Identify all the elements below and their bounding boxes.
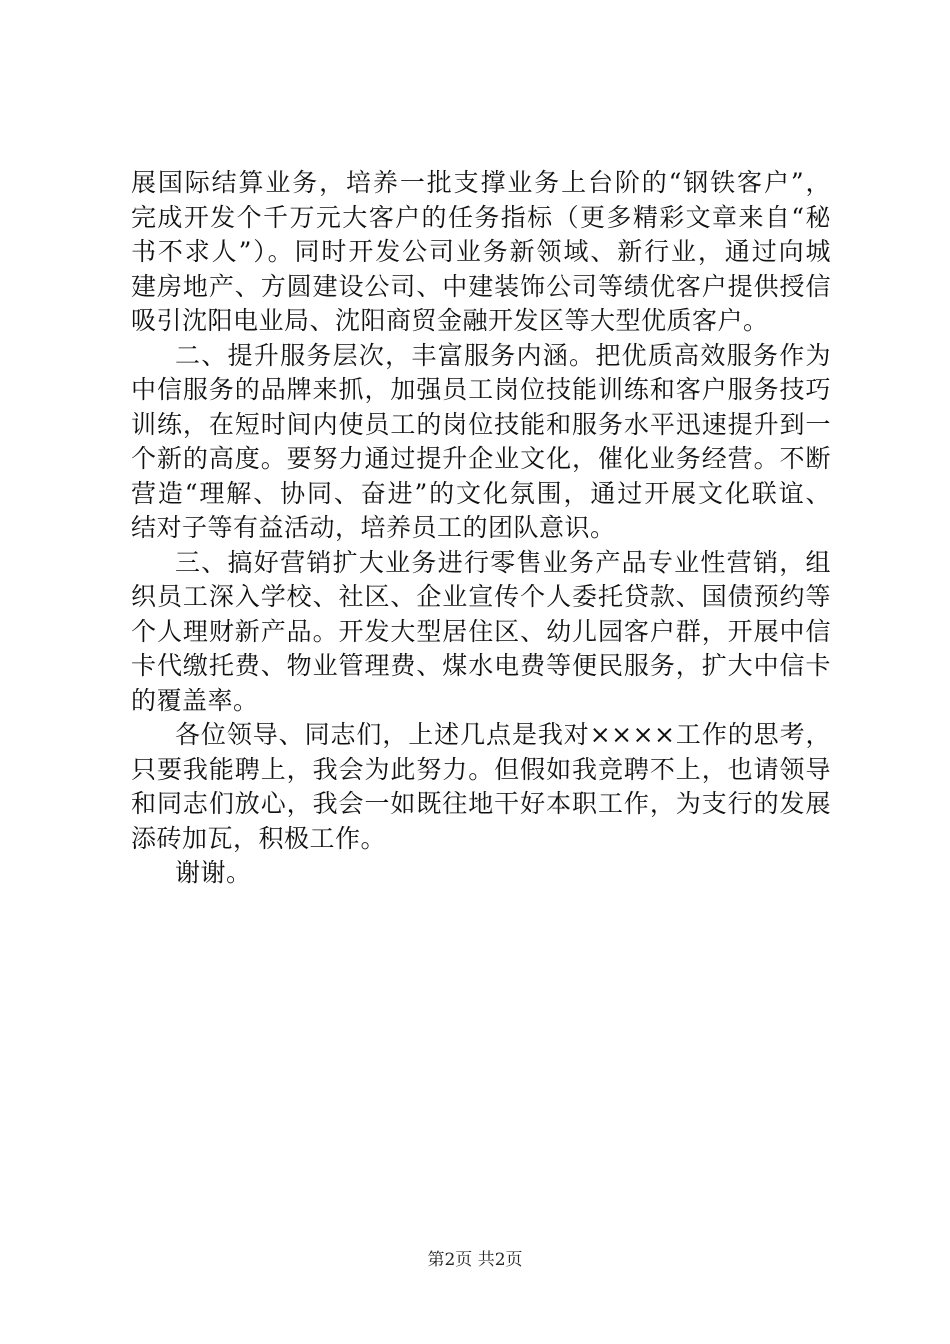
paragraph-heading-line: 二、提升服务层次，丰富服务内涵。把优质高效服务作为 [175,340,831,370]
text-line: 完成开发个千万元大客户的任务指标（更多精彩文章来自“秘 [131,202,831,232]
text-line: 个新的高度。要努力通过提升企业文化，催化业务经营。不断 [131,444,831,473]
text-line: 个人理财新产品。开发大型居住区、幼儿园客户群，开展中信 [131,616,831,646]
text-line: 书不求人”）。同时开发公司业务新领域、新行业，通过向城 [131,237,831,266]
text-line: 建房地产、方圆建设公司、中建装饰公司等绩优客户提供授信 [131,271,831,301]
closing-thanks-line: 谢谢。 [175,858,252,887]
text-line: 中信服务的品牌来抓，加强员工岗位技能训练和客户服务技巧 [131,375,831,404]
page-number-footer: 第2页 共2页 [427,1250,523,1270]
paragraph-start-line: 各位领导、同志们，上述几点是我对××××工作的思考， [175,720,831,749]
text-line: 营造“理解、协同、奋进”的文化氛围，通过开展文化联谊、 [131,478,831,508]
text-line: 只要我能聘上，我会为此努力。但假如我竞聘不上，也请领导 [131,754,831,784]
text-line: 织员工深入学校、社区、企业宣传个人委托贷款、国债预约等 [131,582,831,611]
text-line: 训练，在短时间内使员工的岗位技能和服务水平迅速提升到一 [131,409,831,439]
text-line: 展国际结算业务，培养一批支撑业务上台阶的“钢铁客户”， [131,168,831,197]
paragraph-heading-line: 三、搞好营销扩大业务进行零售业务产品专业性营销，组 [175,547,831,577]
text-line: 吸引沈阳电业局、沈阳商贸金融开发区等大型优质客户。 [131,306,769,335]
document-body [131,166,831,891]
text-line: 添砖加瓦，积极工作。 [131,823,387,853]
text-line: 和同志们放心，我会一如既往地干好本职工作，为支行的发展 [131,789,831,818]
text-line: 的覆盖率。 [131,685,259,715]
text-line: 卡代缴托费、物业管理费、煤水电费等便民服务，扩大中信卡 [131,651,831,680]
text-line: 结对子等有益活动，培养员工的团队意识。 [131,513,616,542]
